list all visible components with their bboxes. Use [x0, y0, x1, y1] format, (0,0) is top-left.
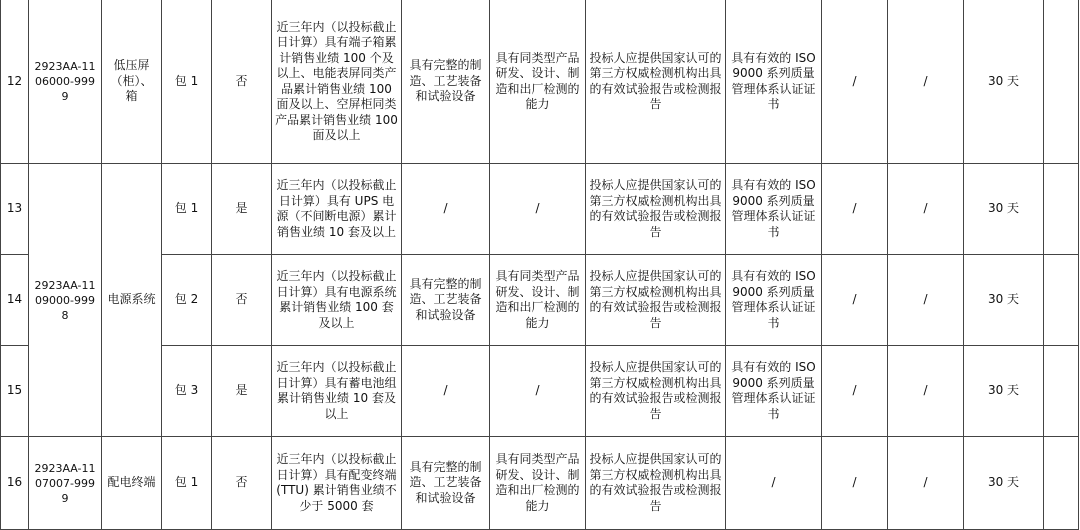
row-number: 14 [1, 255, 29, 346]
column-11-cell: / [888, 437, 964, 530]
capability-requirement: 具有同类型产品研发、设计、制造和出厂检测的能力 [490, 255, 586, 346]
equipment-requirement: 具有完整的制造、工艺装备和试验设备 [402, 0, 490, 164]
empty-cell [1044, 164, 1079, 255]
empty-cell [1044, 346, 1079, 437]
table-row [1, 346, 1079, 437]
capability-requirement: / [490, 346, 586, 437]
certificate-requirement: 具有有效的 ISO9000 系列质量管理体系认证证书 [726, 346, 822, 437]
delivery-days: 30 天 [964, 0, 1044, 164]
empty-cell [1044, 437, 1079, 530]
column-11-cell: / [888, 164, 964, 255]
report-requirement: 投标人应提供国家认可的第三方权威检测机构出具的有效试验报告或检测报告 [586, 437, 726, 530]
table-row [1, 255, 1079, 346]
row-number: 16 [1, 437, 29, 530]
empty-cell [1044, 0, 1079, 164]
report-requirement: 投标人应提供国家认可的第三方权威检测机构出具的有效试验报告或检测报告 [586, 255, 726, 346]
equipment-requirement: 具有完整的制造、工艺装备和试验设备 [402, 437, 490, 530]
certificate-requirement: 具有有效的 ISO9000 系列质量管理体系认证证书 [726, 164, 822, 255]
performance-requirement: 近三年内（以投标截止日计算）具有电源系统累计销售业绩 100 套及以上 [272, 255, 402, 346]
equipment-requirement: 具有完整的制造、工艺装备和试验设备 [402, 255, 490, 346]
column-10-cell: / [822, 164, 888, 255]
capability-requirement: 具有同类型产品研发、设计、制造和出厂检测的能力 [490, 0, 586, 164]
material-code: 2923AA-1109000-9998 [29, 164, 102, 437]
certificate-requirement: 具有有效的 ISO9000 系列质量管理体系认证证书 [726, 0, 822, 164]
table-row [1, 0, 1079, 164]
equipment-requirement: / [402, 346, 490, 437]
performance-requirement: 近三年内（以投标截止日计算）具有端子箱累计销售业绩 100 个及以上、电能表屏同类产品累计销售业绩 100 面及以上、空屏柜同类产品累计销售业绩 100 面及以上 [272, 0, 402, 164]
delivery-days: 30 天 [964, 164, 1044, 255]
delivery-days: 30 天 [964, 255, 1044, 346]
row-number: 12 [1, 0, 29, 164]
empty-cell [1044, 255, 1079, 346]
capability-requirement: 具有同类型产品研发、设计、制造和出厂检测的能力 [490, 437, 586, 530]
material-name: 电源系统 [102, 164, 162, 437]
column-11-cell: / [888, 0, 964, 164]
column-10-cell: / [822, 346, 888, 437]
table-row [1, 437, 1079, 530]
column-11-cell: / [888, 255, 964, 346]
row-number: 15 [1, 346, 29, 437]
material-code: 2923AA-1107007-9999 [29, 437, 102, 530]
flag-cell: 否 [212, 0, 272, 164]
material-name: 配电终端 [102, 437, 162, 530]
row-number: 13 [1, 164, 29, 255]
capability-requirement: / [490, 164, 586, 255]
package-cell: 包 1 [162, 437, 212, 530]
material-name: 低压屏（柜）、箱 [102, 0, 162, 164]
package-cell: 包 3 [162, 346, 212, 437]
report-requirement: 投标人应提供国家认可的第三方权威检测机构出具的有效试验报告或检测报告 [586, 164, 726, 255]
column-11-cell: / [888, 346, 964, 437]
package-cell: 包 2 [162, 255, 212, 346]
flag-cell: 否 [212, 255, 272, 346]
delivery-days: 30 天 [964, 437, 1044, 530]
column-10-cell: / [822, 0, 888, 164]
flag-cell: 是 [212, 346, 272, 437]
certificate-requirement: 具有有效的 ISO9000 系列质量管理体系认证证书 [726, 255, 822, 346]
delivery-days: 30 天 [964, 346, 1044, 437]
table-row [1, 164, 1079, 255]
column-10-cell: / [822, 255, 888, 346]
flag-cell: 否 [212, 437, 272, 530]
performance-requirement: 近三年内（以投标截止日计算）具有蓄电池组累计销售业绩 10 套及以上 [272, 346, 402, 437]
certificate-requirement: / [726, 437, 822, 530]
material-code: 2923AA-1106000-9999 [29, 0, 102, 164]
equipment-requirement: / [402, 164, 490, 255]
performance-requirement: 近三年内（以投标截止日计算）具有 UPS 电源（不间断电源）累计销售业绩 10 套及以上 [272, 164, 402, 255]
report-requirement: 投标人应提供国家认可的第三方权威检测机构出具的有效试验报告或检测报告 [586, 346, 726, 437]
column-10-cell: / [822, 437, 888, 530]
performance-requirement: 近三年内（以投标截止日计算）具有配变终端(TTU) 累计销售业绩不少于 5000 套 [272, 437, 402, 530]
package-cell: 包 1 [162, 164, 212, 255]
flag-cell: 是 [212, 164, 272, 255]
package-cell: 包 1 [162, 0, 212, 164]
report-requirement: 投标人应提供国家认可的第三方权威检测机构出具的有效试验报告或检测报告 [586, 0, 726, 164]
